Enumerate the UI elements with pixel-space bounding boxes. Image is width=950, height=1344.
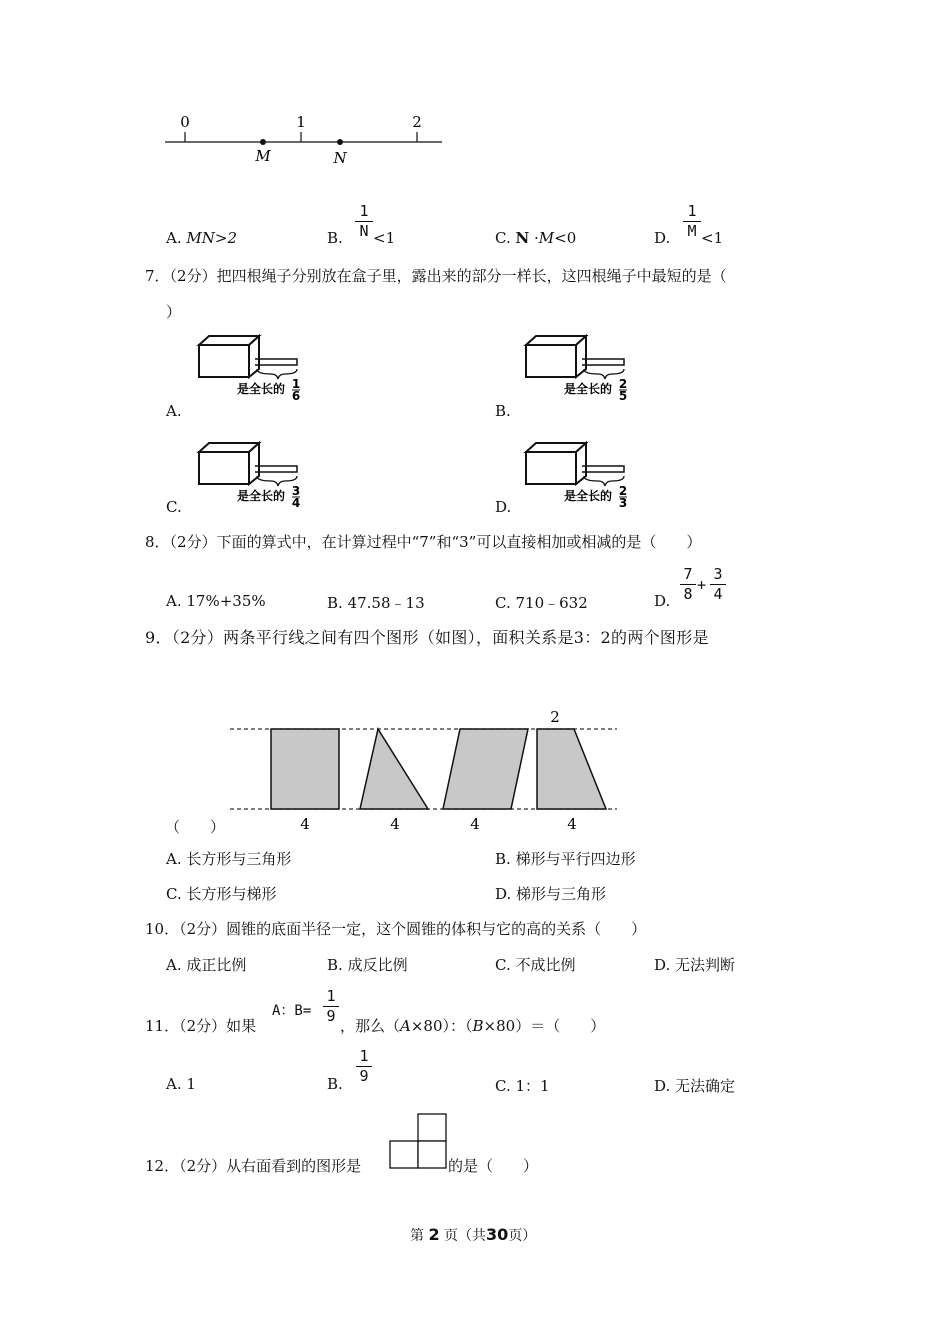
q10-stem: 10．（2分）圆锥的底面半径一定，这个圆锥的体积与它的高的关系（ ） (145, 920, 647, 938)
option-label: A. (166, 850, 182, 868)
q6-option-d-rel: <1 (701, 229, 724, 247)
q7-fraction-b-den: 5 (618, 389, 628, 403)
q11-ratio-fraction (323, 988, 339, 1025)
dot: · (534, 229, 539, 247)
q9-shapes-figure (225, 703, 625, 835)
stem-part-2: ×80）：（ (410, 1017, 473, 1035)
q11-ratio: A：B= (272, 1003, 312, 1019)
q6-option-b-fraction (355, 203, 373, 240)
option-text: 710﹣632 (515, 594, 588, 612)
triangle-shape (360, 729, 428, 809)
point-n (337, 139, 343, 145)
option-text: 长方形与三角形 (186, 850, 292, 868)
q11-stem-post (340, 1015, 605, 1036)
denominator: N (359, 222, 369, 240)
q7-fraction-d-num: 2 (618, 484, 628, 498)
rectangle-shape (271, 729, 339, 809)
q7-caption-b: 是全长的 (564, 382, 613, 396)
option-label: D. (654, 229, 671, 247)
q8-stem: 8．（2分）下面的算式中，在计算过程中“7”和“3”可以直接相加或相减的是（ ） (145, 533, 702, 551)
q12-stem-post: 的是（ ） (448, 1157, 539, 1175)
option-text: 无法判断 (675, 956, 736, 974)
option-text: 成正比例 (186, 956, 247, 974)
point-m (260, 139, 266, 145)
var-b: B (472, 1017, 484, 1035)
numerator: 7 (683, 565, 693, 583)
q11-option-b-fraction (356, 1048, 372, 1085)
numerator: 1 (326, 987, 336, 1005)
n-symbol: N (515, 229, 530, 247)
q11-stem-pre: 11．（2分）如果 (145, 1017, 257, 1035)
q7-caption-c: 是全长的 (237, 489, 286, 503)
option-text: MN>2 (186, 229, 237, 247)
q7-caption-d: 是全长的 (564, 489, 613, 503)
option-label: A. (166, 1075, 182, 1093)
trapezoid-base-label: 4 (567, 815, 577, 833)
triangle-base-label: 4 (390, 815, 400, 833)
option-label: A. (166, 592, 182, 610)
q7-option-d-label[interactable]: D. (495, 498, 512, 516)
parallelogram-base-label: 4 (470, 815, 480, 833)
option-label: A. (166, 956, 182, 974)
parallelogram-shape (443, 729, 528, 809)
tick-label-2: 2 (412, 113, 422, 131)
option-label: D. (654, 1077, 671, 1095)
option-label: C. (495, 229, 511, 247)
option-label: B. (495, 850, 511, 868)
q9-answer-paren: （ ） (165, 818, 226, 836)
q8-option-d-fraction-1 (680, 566, 696, 603)
q6-option-b[interactable] (327, 229, 343, 247)
option-text: 成反比例 (347, 956, 408, 974)
option-label: B. (327, 594, 343, 612)
trapezoid-shape (537, 729, 606, 809)
q7-option-b-label[interactable]: B. (495, 402, 511, 420)
option-label: C. (495, 1077, 511, 1095)
q6-option-d[interactable] (654, 229, 670, 247)
q7-box-figure-a (193, 333, 323, 408)
number-line-figure (160, 108, 450, 170)
stem-part-1: ，那么（ (340, 1017, 401, 1035)
option-label: B. (327, 229, 343, 247)
q10-option-d[interactable] (654, 954, 735, 975)
option-text: 长方形与梯形 (186, 885, 277, 903)
page-footer (410, 1225, 536, 1245)
q7-fraction-d-den: 3 (618, 496, 628, 510)
option-label: A. (166, 229, 182, 247)
q11-option-c[interactable] (495, 1075, 550, 1096)
q7-stem: 7．（2分）把四根绳子分别放在盒子里，露出来的部分一样长，这四根绳子中最短的是（ (145, 267, 727, 285)
q7-fraction-a-den: 6 (291, 389, 301, 403)
q8-option-c[interactable] (495, 592, 588, 613)
q9-stem: 9．（2分）两条平行线之间有四个图形（如图），面积关系是3：2的两个图形是 (145, 628, 709, 647)
tick-label-0: 0 (180, 113, 190, 131)
q9-option-a[interactable] (166, 848, 291, 869)
denominator: 9 (359, 1067, 369, 1085)
footer-page: 2 (428, 1225, 440, 1244)
point-label-m: M (255, 147, 271, 165)
option-label: D. (654, 592, 671, 610)
q7-caption-a: 是全长的 (237, 382, 286, 396)
option-label: D. (654, 956, 671, 974)
q7-fraction-a-num: 1 (291, 377, 301, 391)
q11-option-b[interactable] (327, 1075, 343, 1093)
denominator: 8 (683, 585, 693, 603)
q11-option-a[interactable] (166, 1075, 196, 1093)
stem-part-3: ×80）＝（ ） (483, 1017, 606, 1035)
relation: <0 (554, 229, 577, 247)
denominator: 9 (326, 1007, 336, 1025)
q10-option-c[interactable] (495, 954, 576, 975)
numerator: 1 (687, 202, 697, 220)
q7-fraction-b-num: 2 (618, 377, 628, 391)
footer-mid: 页（共 (444, 1228, 487, 1244)
numerator: 1 (359, 202, 369, 220)
q7-fraction-c-num: 3 (291, 484, 301, 498)
numerator: 3 (713, 565, 723, 583)
footer-post: 页） (508, 1228, 537, 1244)
option-text: 1 (186, 1075, 196, 1093)
denominator: 4 (713, 585, 723, 603)
numerator: 1 (359, 1047, 369, 1065)
q12-stem-pre: 12．（2分）从右面看到的图形是 (145, 1157, 362, 1175)
q8-option-b[interactable] (327, 592, 425, 613)
var-a: A (400, 1017, 411, 1035)
q9-option-b[interactable] (495, 848, 636, 869)
q11-option-d[interactable] (654, 1075, 735, 1096)
option-text: 梯形与三角形 (516, 885, 607, 903)
footer-total: 30 (486, 1225, 509, 1244)
rectangle-base-label: 4 (300, 815, 310, 833)
q6-option-d-fraction (683, 203, 701, 240)
denominator: M (687, 222, 697, 240)
option-text: 1：1 (515, 1077, 550, 1095)
option-text: 梯形与平行四边形 (515, 850, 636, 868)
option-text: 无法确定 (675, 1077, 736, 1095)
q10-option-b[interactable] (327, 954, 408, 975)
q8-option-d-plus: + (697, 576, 707, 594)
q7-box-figure-c (193, 440, 323, 515)
q7-box-figure-b (520, 333, 650, 408)
option-label: B. (327, 1075, 343, 1093)
option-text: 不成比例 (515, 956, 576, 974)
q12-cube-figure (388, 1112, 450, 1170)
option-label: C. (495, 594, 511, 612)
option-text: 17%+35% (186, 592, 266, 610)
q6-option-b-rel: <1 (373, 229, 396, 247)
m-symbol: M (538, 229, 555, 247)
q10-option-a[interactable] (166, 954, 246, 975)
q7-stem-end: ） (166, 303, 182, 321)
option-label: C. (495, 956, 511, 974)
option-label: C. (166, 885, 182, 903)
q8-option-d-fraction-2 (710, 566, 726, 603)
option-label: D. (495, 885, 512, 903)
footer-pre: 第 (410, 1228, 424, 1244)
trapezoid-top-label: 2 (550, 708, 560, 726)
q7-fraction-c-den: 4 (291, 496, 301, 510)
option-text: 47.58﹣13 (347, 594, 425, 612)
q6-option-c[interactable] (495, 229, 576, 247)
q6-option-a[interactable] (166, 229, 237, 247)
option-label: B. (327, 956, 343, 974)
point-label-n: N (333, 149, 347, 167)
q7-option-c-label[interactable]: C. (166, 498, 182, 516)
q7-box-figure-d (520, 440, 650, 515)
tick-label-1: 1 (296, 113, 306, 131)
q9-option-c[interactable] (166, 883, 277, 904)
q8-option-d[interactable] (654, 592, 670, 610)
q8-option-a[interactable] (166, 592, 266, 610)
q9-option-d[interactable] (495, 883, 606, 904)
q7-option-a-label[interactable]: A. (166, 402, 182, 420)
